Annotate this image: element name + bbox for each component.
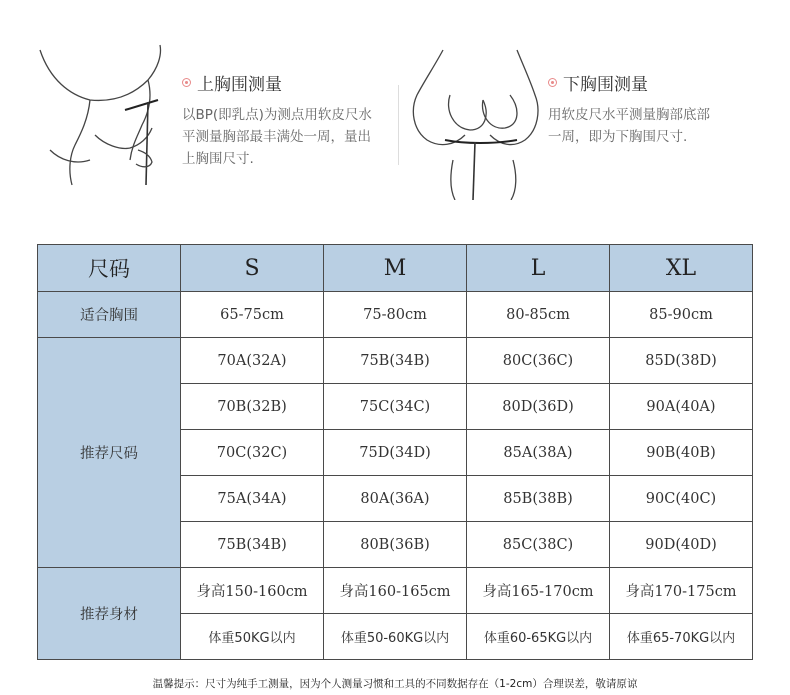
recommended-size-cell: 85C(38C) <box>467 522 610 568</box>
lower-bust-title <box>548 70 648 95</box>
upper-bust-guide <box>30 40 390 210</box>
weight-cell: 体重50-60KG以内 <box>324 614 467 660</box>
lower-bust-description: 用软皮尺水平测量胸部底部一周，即为下胸围尺寸. <box>548 107 710 145</box>
recommended-size-cell: 75C(34C) <box>324 384 467 430</box>
size-s-header: S <box>181 245 324 292</box>
bullet-icon <box>182 78 191 87</box>
bullet-icon <box>548 78 557 87</box>
upper-bust-description: 以BP(即乳点)为测点用软皮尺水平测量胸部最丰满处一周，量出上胸围尺寸. <box>182 107 372 167</box>
recommended-size-cell: 70C(32C) <box>181 430 324 476</box>
recommended-size-cell: 75B(34B) <box>181 522 324 568</box>
recommended-size-cell: 90A(40A) <box>610 384 753 430</box>
chest-value: 85-90cm <box>610 292 753 338</box>
chest-value: 75-80cm <box>324 292 467 338</box>
size-chart-table <box>37 244 753 660</box>
footer-tip: 温馨提示：尺寸为纯手工测量，因为个人测量习惯和工具的不同数据存在（1-2cm）合理误差，敬请原谅 <box>152 678 638 690</box>
height-cell: 身高165-170cm <box>467 568 610 614</box>
recommended-size-cell: 75D(34D) <box>324 430 467 476</box>
body-label: 推荐身材 <box>38 568 181 660</box>
weight-cell: 体重65-70KG以内 <box>610 614 753 660</box>
recommended-size-cell: 85B(38B) <box>467 476 610 522</box>
recommended-label: 推荐尺码 <box>38 338 181 568</box>
chest-label: 适合胸围 <box>38 292 181 338</box>
size-xl-header: XL <box>610 245 753 292</box>
lower-bust-guide <box>405 40 765 210</box>
recommended-size-cell: 85D(38D) <box>610 338 753 384</box>
chest-row <box>38 292 753 338</box>
chest-value: 80-85cm <box>467 292 610 338</box>
height-cell: 身高170-175cm <box>610 568 753 614</box>
body-height-row <box>38 568 753 614</box>
recommended-size-cell: 70A(32A) <box>181 338 324 384</box>
recommended-row <box>38 338 753 384</box>
weight-cell: 体重60-65KG以内 <box>467 614 610 660</box>
size-m-header: M <box>324 245 467 292</box>
guide-divider <box>398 85 399 165</box>
upper-bust-title <box>182 70 282 95</box>
chest-value: 65-75cm <box>181 292 324 338</box>
recommended-size-cell: 80B(36B) <box>324 522 467 568</box>
upper-bust-title-text: 上胸围测量 <box>197 75 282 95</box>
recommended-size-cell: 90C(40C) <box>610 476 753 522</box>
height-cell: 身高150-160cm <box>181 568 324 614</box>
table-header-row <box>38 245 753 292</box>
recommended-size-cell: 80D(36D) <box>467 384 610 430</box>
recommended-size-cell: 80C(36C) <box>467 338 610 384</box>
size-l-header: L <box>467 245 610 292</box>
recommended-size-cell: 80A(36A) <box>324 476 467 522</box>
weight-cell: 体重50KG以内 <box>181 614 324 660</box>
recommended-size-cell: 90B(40B) <box>610 430 753 476</box>
header-label: 尺码 <box>38 245 181 292</box>
recommended-size-cell: 75A(34A) <box>181 476 324 522</box>
lower-bust-figure-illustration <box>405 40 555 200</box>
lower-bust-title-text: 下胸围测量 <box>563 75 648 95</box>
recommended-size-cell: 70B(32B) <box>181 384 324 430</box>
upper-bust-figure-illustration <box>30 40 180 190</box>
height-cell: 身高160-165cm <box>324 568 467 614</box>
recommended-size-cell: 85A(38A) <box>467 430 610 476</box>
recommended-size-cell: 75B(34B) <box>324 338 467 384</box>
recommended-size-cell: 90D(40D) <box>610 522 753 568</box>
